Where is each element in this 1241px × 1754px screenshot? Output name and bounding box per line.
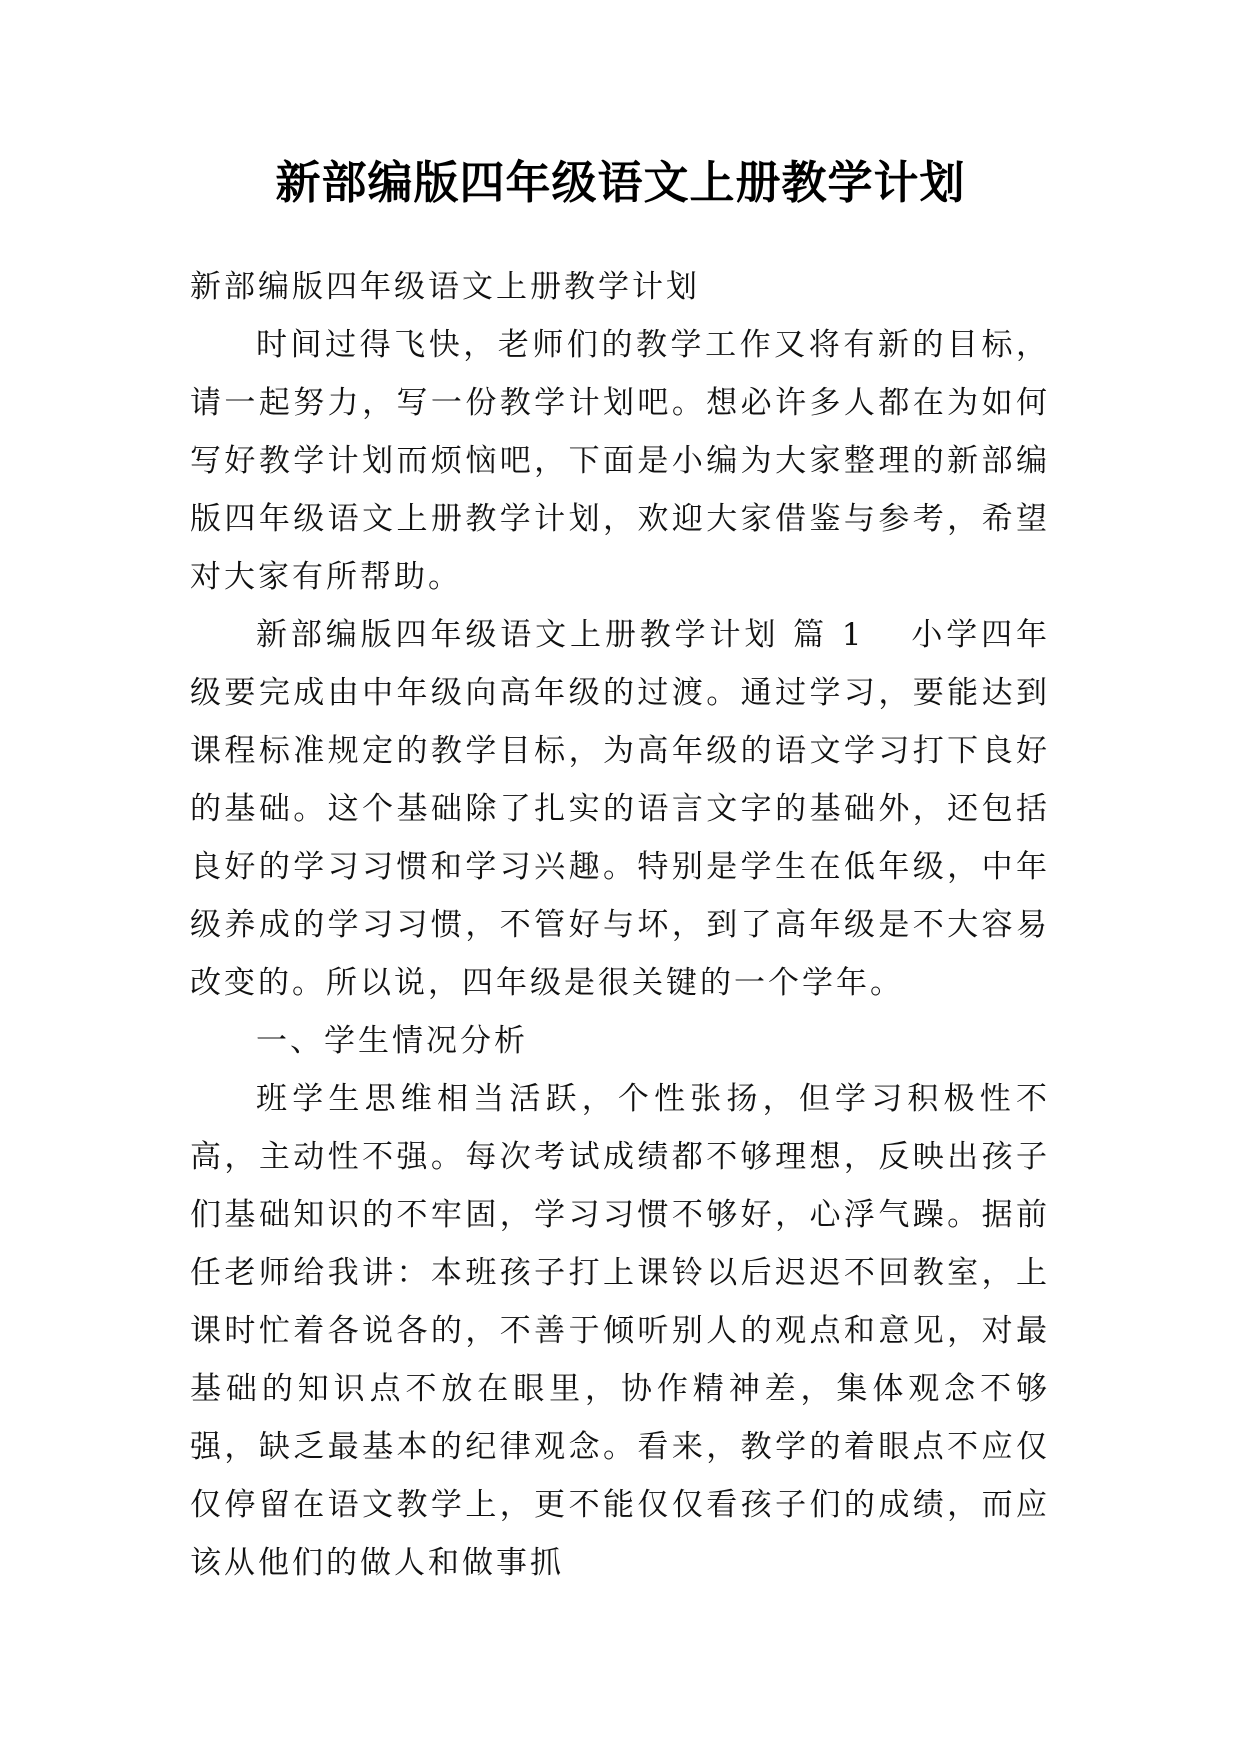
document-title: 新部编版四年级语文上册教学计划 xyxy=(275,156,966,209)
part-heading: 新部编版四年级语文上册教学计划 篇 1 xyxy=(256,617,865,653)
part-intro: 小学四年级要完成由中年级向高年级的过渡。通过学习，要能达到课程标准规定的教学目标，为高年级的语文学习打下良好的基础。这个基础除了扎实的语言文字的基础外，还包括良好的学习习惯和学习兴趣。特别是学生在低年级，中年级养成的学习习惯，不管好与坏，到了高年级是不大容易改变的。所以说，四年级是很关键的一个学年。 xyxy=(190,617,1050,1001)
intro-paragraph: 时间过得飞快，老师们的教学工作又将有新的目标，请一起努力，写一份教学计划吧。想必许多人都在为如何写好教学计划而烦恼吧，下面是小编为大家整理的新部编版四年级语文上册教学计划，欢迎大家借鉴与参考，希望对大家有所帮助。 xyxy=(190,327,1050,595)
document-body xyxy=(190,258,1050,1592)
section-heading: 一、学生情况分析 xyxy=(256,1023,528,1059)
part-paragraph xyxy=(190,606,1050,1012)
document-subtitle: 新部编版四年级语文上册教学计划 xyxy=(190,269,700,305)
section-paragraph: 班学生思维相当活跃，个性张扬，但学习积极性不高，主动性不强。每次考试成绩都不够理想，反映出孩子们基础知识的不牢固，学习习惯不够好，心浮气躁。据前任老师给我讲：本班孩子打上课铃以后迟迟不回教室，上课时忙着各说各的，不善于倾听别人的观点和意见，对最基础的知识点不放在眼里，协作精神差，集体观念不够强，缺乏最基本的纪律观念。看来，教学的着眼点不应仅仅停留在语文教学上，更不能仅仅看孩子们的成绩，而应该从他们的做人和做事抓 xyxy=(190,1081,1050,1581)
